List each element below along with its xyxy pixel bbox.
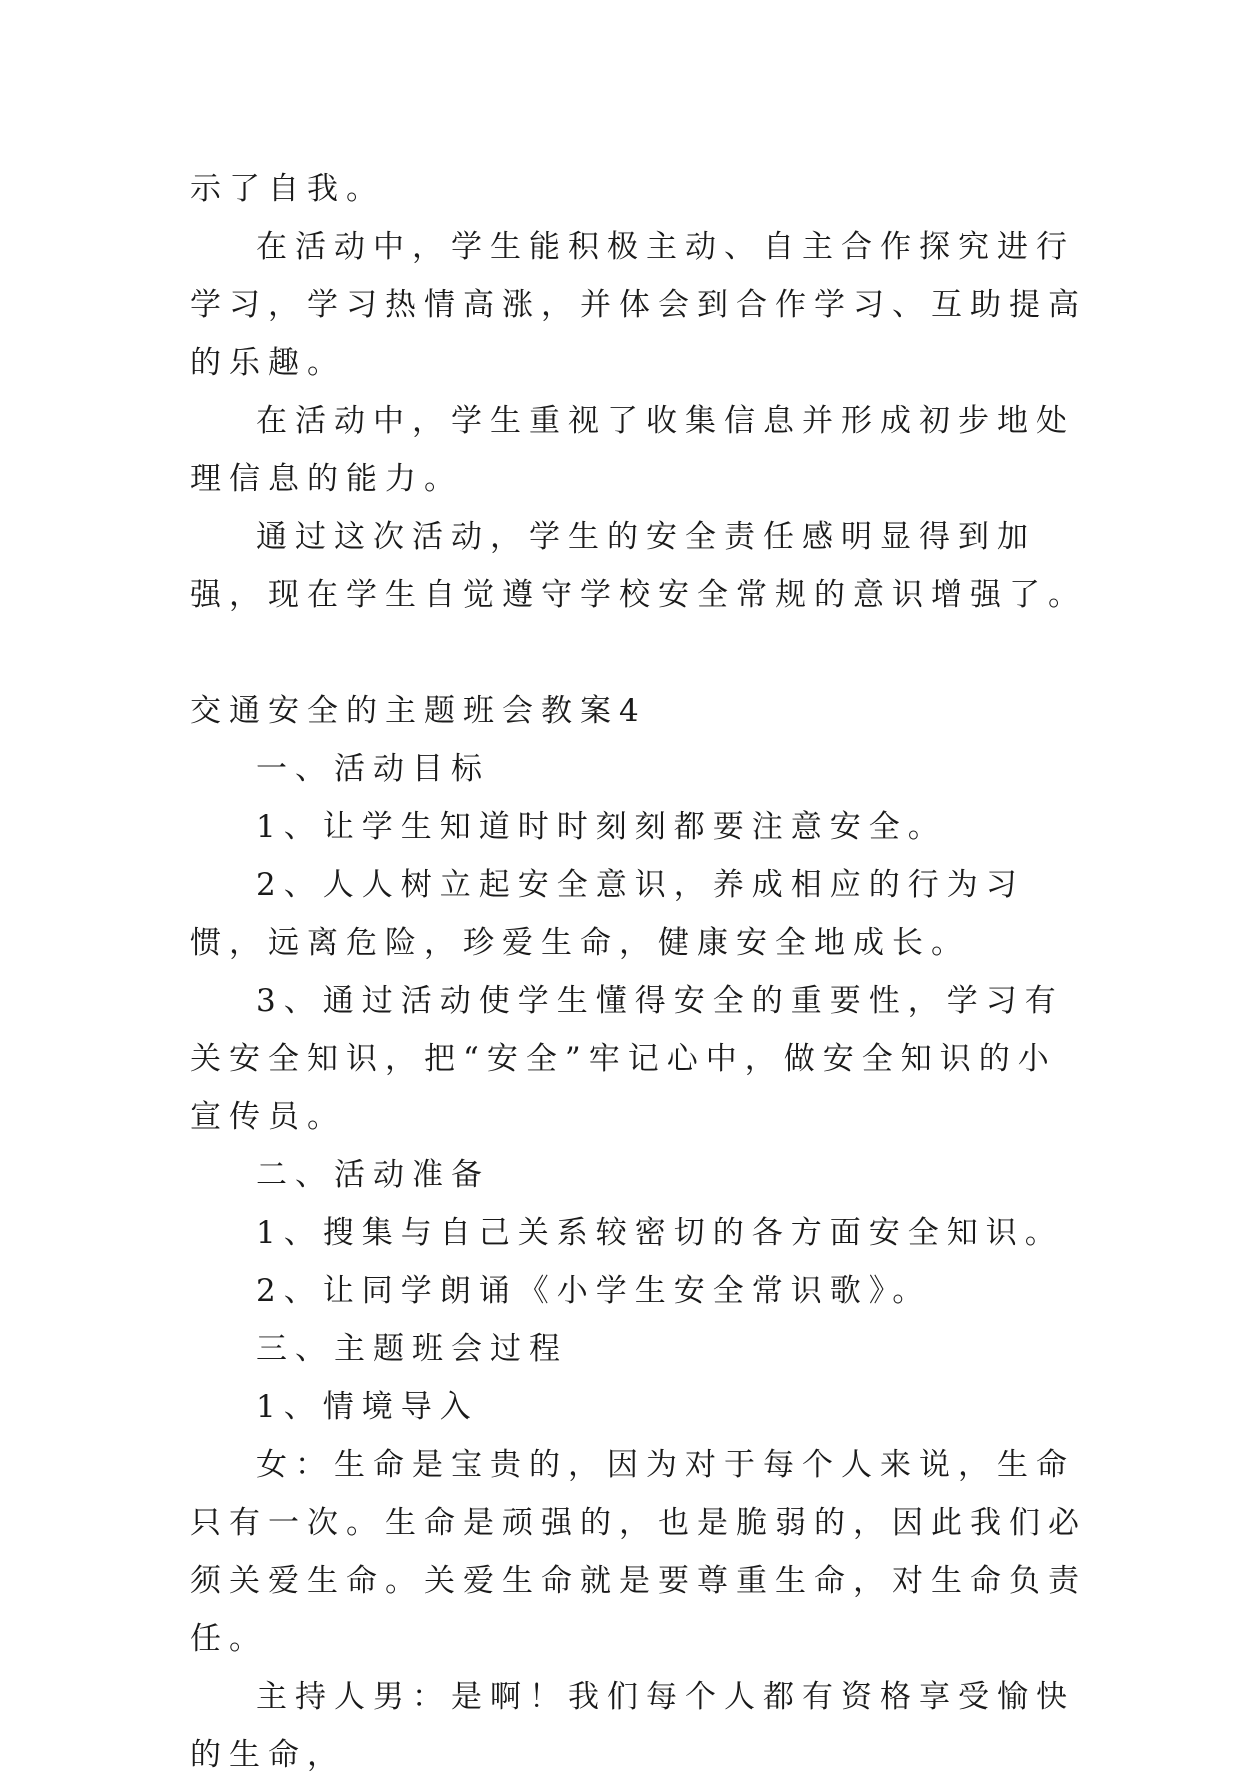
section-title: 交通安全的主题班会教案4 xyxy=(190,693,647,729)
heading-class-meeting-process: 三、主题班会过程 xyxy=(256,1331,568,1367)
paragraph-continuation: 示了自我。 xyxy=(190,171,385,207)
goal-item-3: 3、通过活动使学生懂得安全的重要性，学习有关安全知识，把“安全”牢记心中，做安全知识的小宣传员。 xyxy=(190,983,1064,1135)
paragraph-safety-awareness: 通过这次活动，学生的安全责任感明显得到加强，现在学生自觉遵守学校安全常规的意识增强了。 xyxy=(190,519,1087,613)
preparation-item-1: 1、搜集与自己关系较密切的各方面安全知识。 xyxy=(256,1215,1064,1251)
heading-activity-goals: 一、活动目标 xyxy=(256,751,490,787)
goal-item-1: 1、让学生知道时时刻刻都要注意安全。 xyxy=(256,809,947,845)
paragraph-active-learning: 在活动中，学生能积极主动、自主合作探究进行学习，学习热情高涨，并体会到合作学习、互助提高的乐趣。 xyxy=(190,229,1087,381)
paragraph-information-skills: 在活动中，学生重视了收集信息并形成初步地处理信息的能力。 xyxy=(190,403,1075,497)
heading-activity-preparation: 二、活动准备 xyxy=(256,1157,490,1193)
dialogue-male-host: 主持人男：是啊！我们每个人都有资格享受愉快的生命， xyxy=(190,1679,1075,1773)
goal-item-2: 2、人人树立起安全意识，养成相应的行为习惯，远离危险，珍爱生命，健康安全地成长。 xyxy=(190,867,1025,961)
document-body xyxy=(190,160,1090,1784)
process-item-1: 1、情境导入 xyxy=(256,1389,479,1425)
preparation-item-2: 2、让同学朗诵《小学生安全常识歌》。 xyxy=(256,1273,932,1309)
dialogue-female-host: 女：生命是宝贵的，因为对于每个人来说，生命只有一次。生命是顽强的，也是脆弱的，因此我们必须关爱生命。关爱生命就是要尊重生命，对生命负责任。 xyxy=(190,1447,1087,1657)
